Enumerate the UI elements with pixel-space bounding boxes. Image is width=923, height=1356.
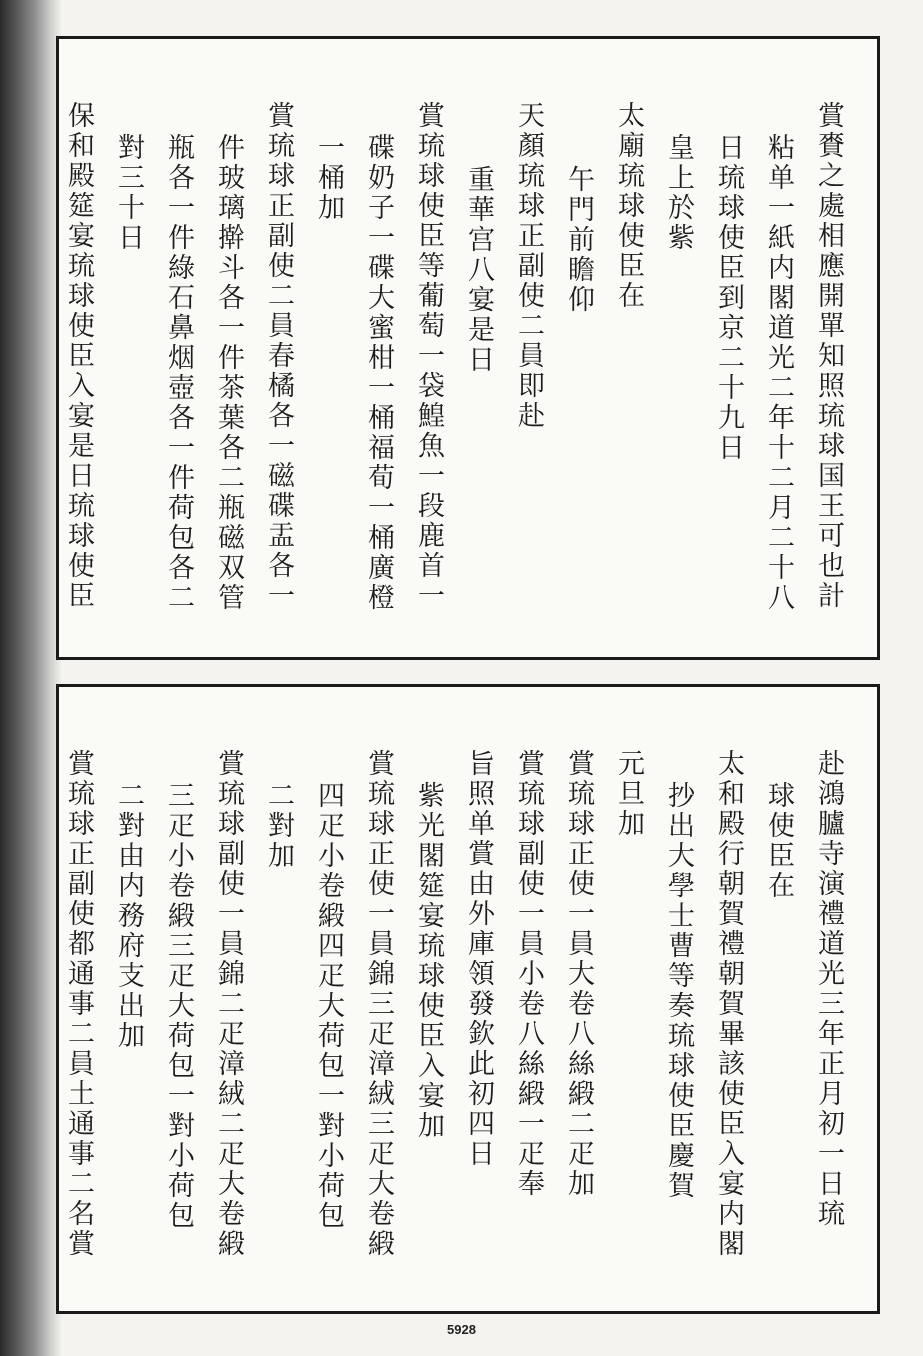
text-column: 赴鴻臚寺演禮道光三年正月初一日琉 — [813, 749, 844, 1229]
text-column: 碟奶子一碟大蜜柑一桶福荀一桶廣橙 — [363, 133, 394, 613]
text-column: 抄出大學士曹等奏琉球使臣慶賀 — [663, 781, 694, 1201]
text-column: 瓶各一件綠石鼻烟壺各一件荷包各二 — [163, 133, 194, 613]
text-column: 四疋小卷緞四疋大荷包一對小荷包 — [313, 781, 344, 1231]
text-column: 賞琉球使臣等葡萄一袋鰉魚一段鹿首一 — [413, 101, 444, 611]
text-column: 保和殿筵宴琉球使臣入宴是日琉球使臣 — [63, 101, 94, 611]
text-column: 太和殿行朝賀禮朝賀畢該使臣入宴内閣 — [713, 749, 744, 1259]
text-column: 二對加 — [263, 781, 294, 871]
text-column: 元旦加 — [613, 749, 644, 839]
text-column: 二對由内務府支出加 — [113, 781, 144, 1051]
text-column: 太廟琉球使臣在 — [613, 101, 644, 311]
text-column: 天顏琉球正副使二員即赴 — [513, 101, 544, 431]
text-column: 賞琉球正副使二員春橘各一磁碟盂各一 — [263, 101, 294, 611]
text-column: 賞琉球正副使都通事二員土通事二名賞 — [63, 749, 94, 1259]
text-column: 粘单一紙内閣道光二年十二月二十八 — [763, 133, 794, 613]
text-column: 賞賚之處相應開單知照琉球国王可也計 — [813, 101, 844, 611]
text-column: 重華宫八宴是日 — [463, 165, 494, 375]
text-column: 對三十日 — [113, 133, 144, 253]
text-column: 旨照单賞由外庫領發欽此初四日 — [463, 749, 494, 1169]
text-column: 賞琉球副使一員小卷八絲緞一疋奉 — [513, 749, 544, 1199]
bottom-text-columns — [53, 749, 853, 1329]
page-number: 5928 — [447, 1322, 476, 1337]
text-column: 午門前瞻仰 — [563, 165, 594, 315]
text-column: 賞琉球正使一員錦三疋漳絨三疋大卷緞 — [363, 749, 394, 1259]
bottom-manuscript-panel — [56, 684, 880, 1314]
text-column: 賞琉球副使一員錦二疋漳絨二疋大卷緞 — [213, 749, 244, 1259]
text-column: 紫光閣筵宴琉球使臣入宴加 — [413, 781, 444, 1141]
text-column: 皇上於紫 — [663, 133, 694, 253]
text-column: 球使臣在 — [763, 781, 794, 901]
text-column: 三疋小卷緞三疋大荷包一對小荷包 — [163, 781, 194, 1231]
top-manuscript-panel — [56, 36, 880, 660]
text-column: 一桶加 — [313, 133, 344, 223]
text-column: 日琉球使臣到京二十九日 — [713, 133, 744, 463]
text-column: 賞琉球正使一員大卷八絲緞二疋加 — [563, 749, 594, 1199]
text-column: 件玻璃擀斗各一件茶葉各二瓶磁双管 — [213, 133, 244, 613]
top-text-columns — [53, 101, 853, 713]
